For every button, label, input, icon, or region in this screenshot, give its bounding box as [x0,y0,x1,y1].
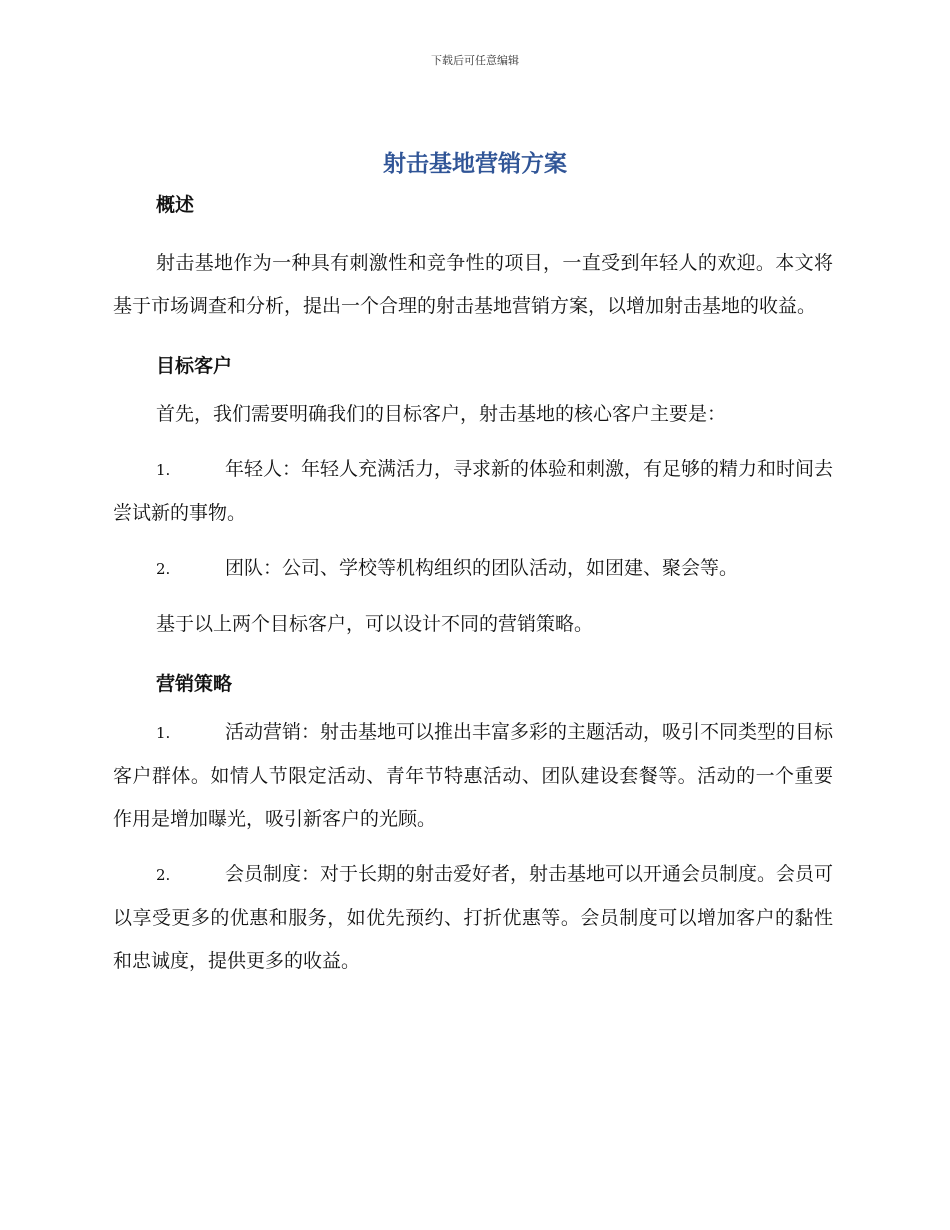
overview-paragraph: 射击基地作为一种具有刺激性和竞争性的项目，一直受到年轻人的欢迎。本文将基于市场调查和分析，提出一个合理的射击基地营销方案，以增加射击基地的收益。 [113,252,833,317]
list-item-text: 活动营销：射击基地可以推出丰富多彩的主题活动，吸引不同类型的目标客户群体。如情人节限定活动、青年节特惠活动、团队建设套餐等。活动的一个重要作用是增加曝光，吸引新客户的光顾。 [113,721,834,830]
strategy-list-item-2 [113,853,833,983]
section-heading-strategy: 营销策略 [156,673,233,695]
section-heading-overview: 概述 [156,194,195,216]
target-list-item-1 [113,448,833,535]
list-number: 1. [156,461,171,479]
list-number: 1. [156,724,171,742]
document-body [113,190,833,983]
strategy-list-item-1 [113,711,833,841]
document-title: 射击基地营销方案 [383,151,567,177]
target-conclusion: 基于以上两个目标客户，可以设计不同的营销策略。 [156,613,594,635]
list-number: 2. [156,866,171,884]
target-intro: 首先，我们需要明确我们的目标客户，射击基地的核心客户主要是： [156,403,727,425]
target-list-item-2 [113,547,833,591]
list-item-text: 会员制度：对于长期的射击爱好者，射击基地可以开通会员制度。会员可以享受更多的优惠和服务，如优先预约、打折优惠等。会员制度可以增加客户的黏性和忠诚度，提供更多的收益。 [113,863,834,972]
list-item-text: 团队：公司、学校等机构组织的团队活动，如团建、聚会等。 [225,557,739,579]
list-number: 2. [156,560,171,578]
section-heading-target: 目标客户 [156,355,233,377]
header-note: 下载后可任意编辑 [431,54,519,67]
list-item-text: 年轻人：年轻人充满活力，寻求新的体验和刺激，有足够的精力和时间去尝试新的事物。 [113,458,834,524]
